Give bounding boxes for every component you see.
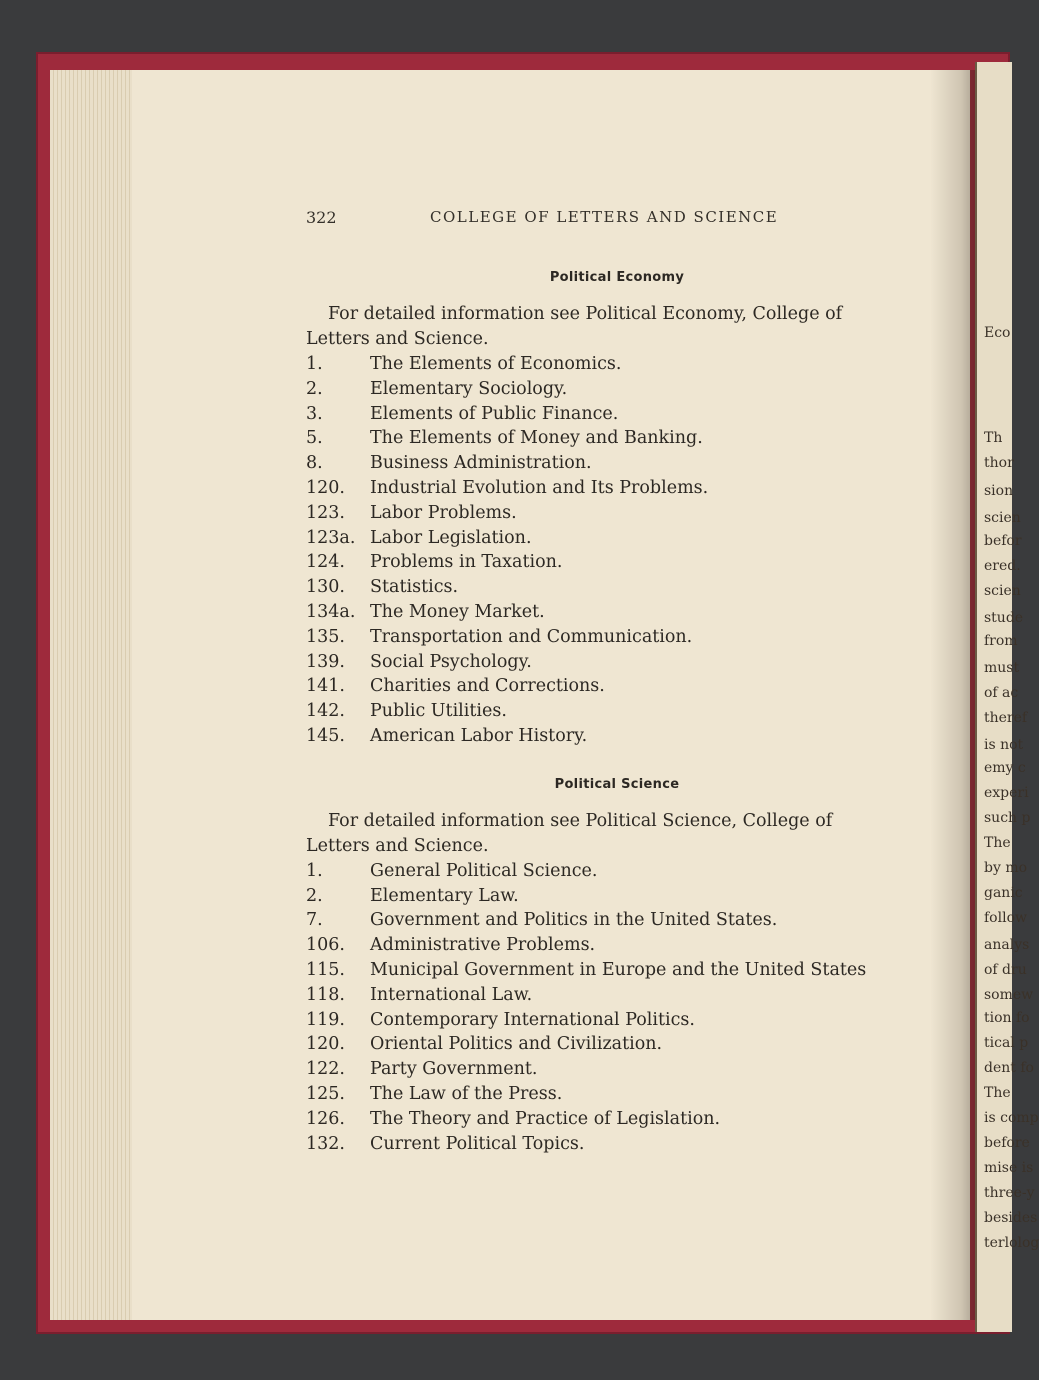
- course-number: 7.: [306, 910, 323, 931]
- course-item: [306, 352, 928, 377]
- course-title: Transportation and Communication.: [370, 626, 693, 647]
- course-number: 5.: [306, 428, 323, 449]
- intro-line: Letters and Science.: [306, 835, 489, 856]
- course-title: The Money Market.: [370, 601, 545, 622]
- course-item: [306, 625, 928, 650]
- course-number: 118.: [306, 984, 345, 1005]
- course-title: Problems in Taxation.: [370, 552, 563, 573]
- course-number: 115.: [306, 959, 345, 980]
- course-title: Government and Politics in the United States.: [370, 910, 778, 931]
- course-number: 135.: [306, 626, 345, 647]
- course-title: Contemporary International Politics.: [370, 1009, 695, 1030]
- course-title: The Law of the Press.: [370, 1083, 563, 1104]
- next-page-fragment: theref: [984, 710, 1028, 726]
- course-item: [306, 1008, 928, 1033]
- course-item: [306, 983, 928, 1008]
- next-page-fragment: dent fo: [984, 1060, 1034, 1076]
- course-list: [306, 352, 928, 749]
- course-title: Public Utilities.: [370, 701, 507, 722]
- course-title: Elements of Public Finance.: [370, 403, 619, 424]
- course-title: Oriental Politics and Civilization.: [370, 1034, 663, 1055]
- course-number: 139.: [306, 651, 345, 672]
- course-item: [306, 402, 928, 427]
- course-number: 120.: [306, 477, 345, 498]
- section-heading: Political Science: [554, 776, 680, 792]
- course-list: [306, 859, 928, 1157]
- political-science-section: [306, 775, 928, 1157]
- next-page-fragment: of ac: [984, 685, 1019, 701]
- course-number: 125.: [306, 1083, 345, 1104]
- next-page-fragment: analys: [984, 937, 1030, 953]
- next-page-fragment: Eco: [984, 325, 1011, 341]
- intro-line: For detailed information see Political Economy, College of: [328, 304, 843, 324]
- course-title: Current Political Topics.: [370, 1133, 585, 1154]
- next-page-fragment: such p: [984, 810, 1031, 826]
- course-item: [306, 884, 928, 909]
- intro-line: Letters and Science.: [306, 329, 489, 349]
- course-title: Business Administration.: [370, 453, 592, 474]
- course-title: American Labor History.: [370, 725, 588, 746]
- section-heading: Political Economy: [549, 270, 685, 285]
- next-page-fragment: somew: [984, 987, 1034, 1003]
- course-item: [306, 476, 928, 501]
- course-title: General Political Science.: [370, 860, 598, 881]
- course-number: 122.: [306, 1059, 345, 1080]
- course-number: 145.: [306, 725, 345, 746]
- course-item: [306, 699, 928, 724]
- next-page-fragment: three-y: [984, 1185, 1035, 1201]
- course-item: [306, 600, 928, 625]
- course-item: [306, 1082, 928, 1107]
- next-page-fragment: terlolog: [984, 1235, 1039, 1251]
- next-page-fragment: befor: [984, 533, 1022, 549]
- course-item: [306, 451, 928, 476]
- course-number: 126.: [306, 1108, 345, 1129]
- next-page-fragment: Th: [984, 430, 1003, 446]
- page-edges: [50, 70, 136, 1320]
- intro-line: For detailed information see Political Science, College of: [328, 810, 833, 831]
- next-page-fragment: stude: [984, 610, 1024, 626]
- course-title: Elementary Sociology.: [370, 378, 568, 399]
- course-item: [306, 933, 928, 958]
- course-title: International Law.: [370, 984, 533, 1005]
- course-number: 3.: [306, 403, 323, 424]
- next-page-fragment: from: [984, 633, 1018, 649]
- next-page-fragment: ered.: [984, 558, 1021, 574]
- next-page-fragment: of dru: [984, 962, 1027, 978]
- course-title: Labor Problems.: [370, 502, 517, 523]
- section-intro: [306, 809, 928, 859]
- course-title: The Theory and Practice of Legislation.: [370, 1108, 721, 1129]
- next-page-fragment: besides: [984, 1210, 1038, 1226]
- course-title: Social Psychology.: [370, 651, 532, 672]
- course-number: 141.: [306, 676, 345, 697]
- course-title: Party Government.: [370, 1059, 538, 1080]
- course-item: [306, 377, 928, 402]
- course-title: Industrial Evolution and Its Problems.: [370, 477, 709, 498]
- course-item: [306, 724, 928, 749]
- next-page-fragment: thor: [984, 455, 1014, 471]
- next-page-fragment: is not: [984, 737, 1024, 753]
- course-item: [306, 550, 928, 575]
- course-title: The Elements of Money and Banking.: [370, 428, 703, 449]
- course-number: 123a.: [306, 527, 356, 548]
- course-item: [306, 674, 928, 699]
- course-number: 132.: [306, 1133, 345, 1154]
- course-number: 2.: [306, 885, 323, 906]
- next-page-fragment: The: [984, 835, 1011, 851]
- next-page-fragment: ganic: [984, 885, 1023, 901]
- next-page-fragment: follow: [984, 910, 1027, 926]
- course-number: 1.: [306, 860, 323, 881]
- next-page-fragment: tion fo: [984, 1010, 1030, 1026]
- course-item: [306, 575, 928, 600]
- next-page-fragment: emy c: [984, 760, 1026, 776]
- running-head: [306, 208, 826, 232]
- course-number: 134a.: [306, 601, 356, 622]
- course-title: The Elements of Economics.: [370, 354, 622, 374]
- course-item: [306, 1057, 928, 1082]
- course-number: 2.: [306, 378, 323, 399]
- next-page-fragment: The: [984, 1085, 1011, 1101]
- course-item: [306, 1132, 928, 1157]
- course-item: [306, 859, 928, 884]
- section-intro: [306, 302, 928, 352]
- course-title: Charities and Corrections.: [370, 676, 605, 697]
- page-content: [306, 268, 928, 1156]
- course-item: [306, 526, 928, 551]
- course-item: [306, 501, 928, 526]
- course-title: Labor Legislation.: [370, 527, 532, 548]
- course-number: 123.: [306, 502, 345, 523]
- course-number: 142.: [306, 701, 345, 722]
- course-title: Statistics.: [370, 577, 459, 598]
- political-economy-section: [306, 268, 928, 749]
- course-item: [306, 426, 928, 451]
- course-number: 1.: [306, 354, 323, 374]
- next-page-fragment: by mo: [984, 860, 1028, 876]
- course-item: [306, 908, 928, 933]
- course-number: 124.: [306, 552, 345, 573]
- course-item: [306, 1107, 928, 1132]
- next-page-fragment: experi: [984, 785, 1029, 801]
- page-number: 322: [306, 208, 337, 227]
- course-number: 120.: [306, 1034, 345, 1055]
- spine-shadow: [930, 70, 975, 1320]
- next-page-fragment: scien: [984, 583, 1021, 599]
- course-title: Elementary Law.: [370, 885, 519, 906]
- course-title: Municipal Government in Europe and the United States: [370, 959, 867, 980]
- next-page-fragment: sion: [984, 483, 1014, 499]
- course-item: [306, 1032, 928, 1057]
- running-title: COLLEGE OF LETTERS AND SCIENCE: [430, 208, 779, 226]
- next-page-fragment: mise is: [984, 1160, 1034, 1176]
- next-page-fragment: tical p: [984, 1035, 1029, 1051]
- course-number: 130.: [306, 577, 345, 598]
- next-page-fragment: before: [984, 1135, 1030, 1151]
- course-number: 8.: [306, 453, 323, 474]
- course-item: [306, 650, 928, 675]
- course-title: Administrative Problems.: [370, 935, 596, 956]
- course-item: [306, 958, 928, 983]
- next-page-fragment: is comp: [984, 1110, 1039, 1126]
- next-page-fragment: scien: [984, 510, 1021, 526]
- next-page-fragment: must: [984, 660, 1020, 676]
- course-number: 119.: [306, 1009, 345, 1030]
- course-number: 106.: [306, 935, 345, 956]
